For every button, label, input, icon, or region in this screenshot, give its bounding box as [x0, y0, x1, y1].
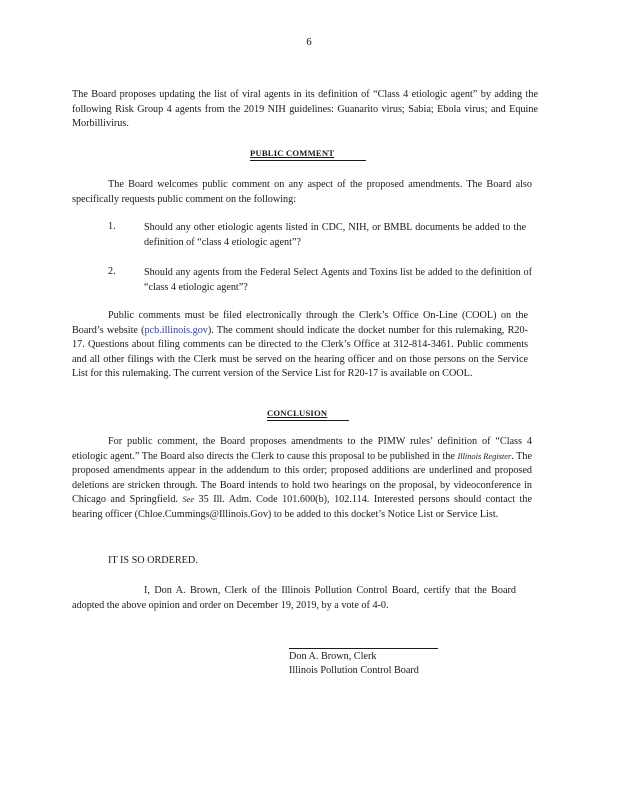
- conclusion-underline: [267, 420, 349, 421]
- conclusion-heading: CONCLUSION: [267, 408, 328, 418]
- item-2-text: Should any agents from the Federal Select Agents and Toxins list be added to the definition of “class 4 etiologic agent”?: [144, 267, 532, 293]
- item-1-text: Should any other etiologic agents listed in CDC, NIH, or BMBL documents be added to the definition of “class 4 etiologic agent”?: [144, 222, 526, 248]
- conclusion-text-c: 35 Ill. Adm. Code 101.600(b), 102.114. Interested persons should contact the hearing officer (Chloe.Cummings@Illinois.Gov) to be added to this docket’s Notice List or Service List.: [72, 494, 533, 520]
- signature-organization: Illinois Pollution Control Board: [289, 665, 419, 676]
- signature-line: [289, 648, 438, 649]
- public-comment-heading: PUBLIC COMMENT: [250, 148, 335, 158]
- paragraph-welcomes-comment: The Board welcomes public comment on any aspect of the proposed amendments. The Board also specifically requests public comment on the following:: [72, 179, 532, 205]
- signature-name: Don A. Brown, Clerk: [289, 651, 377, 662]
- item-1-number: 1.: [108, 221, 116, 232]
- see-italic: See: [182, 495, 195, 505]
- public-comment-underline: [250, 160, 366, 161]
- item-2-number: 2.: [108, 266, 116, 277]
- paragraph-filing-instructions: [72, 309, 528, 382]
- conclusion-text-a: For public comment, the Board proposes amendments to the PIMW rules’ definition of “Class 4 etiologic agent.” The Board also directs the Clerk to cause this proposal to be published in the: [72, 436, 532, 462]
- paragraph-conclusion: [72, 435, 532, 523]
- paragraph-viral-agents: The Board proposes updating the list of viral agents in its definition of “Class 4 etiologic agent” by adding the following Risk Group 4 agents from the 2019 NIH guidelines: Guanarito virus; Sabia; Ebola virus; and Equine Morbillivirus.: [72, 89, 538, 130]
- pcb-website-link[interactable]: pcb.illinois.gov: [144, 324, 208, 336]
- page-number: 6: [306, 36, 312, 48]
- filing-text-a: Public comments must be filed electronically through the Clerk’s Office On-Line (COOL) on the Board’s website (: [72, 310, 528, 336]
- filing-text-b: ). The comment should indicate the docket number for this rulemaking, R20-17. Questions about filing comments can be directed to the Clerk’s Office at 312-814-3461. Public comments and all other filings with the Clerk must be served on the hearing officer and on those persons on the Service List for this rulemaking. The current version of the Service List for R20-17 is available on COOL.: [72, 324, 528, 380]
- conclusion-text-b: . The proposed amendments appear in the addendum to this order; proposed additions are underlined and proposed deletions are stricken through. The Board intends to hold two hearings on the proposal, by videoconference in Chicago and Springfield.: [72, 450, 533, 506]
- so-ordered-line: IT IS SO ORDERED.: [108, 555, 198, 566]
- illinois-register-italic: Illinois Register: [457, 451, 512, 461]
- clerk-certification: I, Don A. Brown, Clerk of the Illinois Pollution Control Board, certify that the Board adopted the above opinion and order on December 19, 2019, by a vote of 4-0.: [72, 585, 516, 611]
